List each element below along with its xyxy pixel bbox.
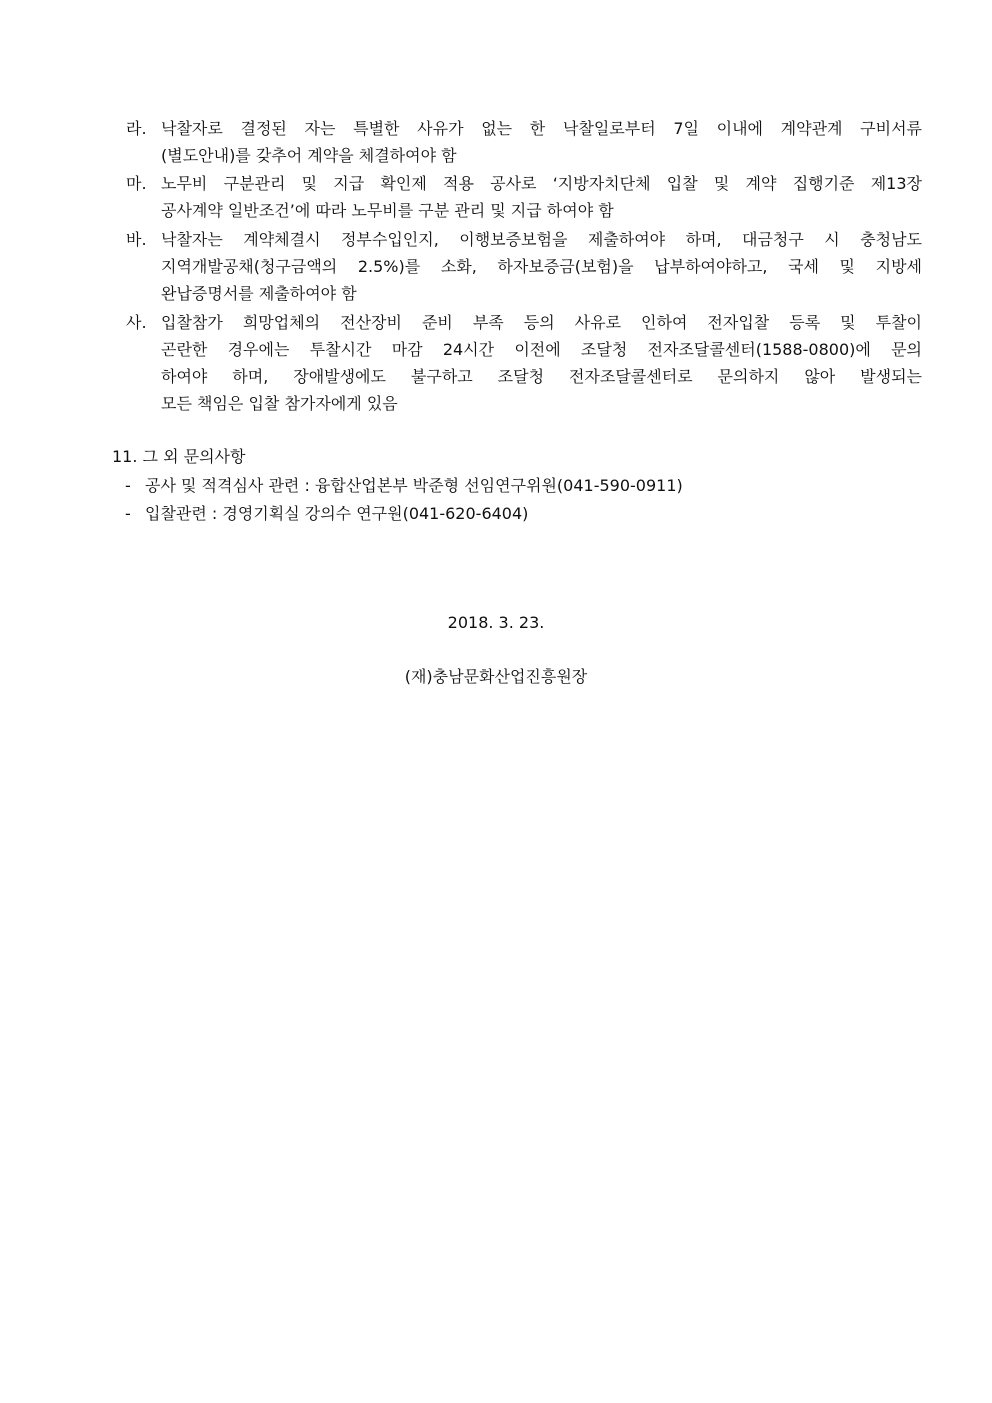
clause-line: 하여야 하며, 장애발생에도 불구하고 조달청 전자조달콜센터로 문의하지 않아 발생되는: [161, 367, 922, 386]
clause-line: 낙찰자는 계약체결시 정부수입인지, 이행보증보험을 제출하여야 하며, 대금청구 시 충청남도: [161, 230, 922, 249]
issuer-name: (재)충남문화산업진흥원장: [404, 667, 588, 686]
clause-line: 노무비 구분관리 및 지급 확인제 적용 공사로 ‘지방자치단체 입찰 및 계약 집행기준 제13장: [161, 174, 922, 193]
clause-line: 곤란한 경우에는 투찰시간 마감 24시간 이전에 조달청 전자조달콜센터(1588-0800)에 문의: [161, 340, 922, 359]
bullet-dash: -: [125, 504, 131, 523]
clause-line: (별도안내)를 갖추어 계약을 체결하여야 함: [161, 146, 457, 165]
clause-line: 공사계약 일반조건’에 따라 노무비를 구분 관리 및 지급 하여야 함: [161, 201, 614, 220]
clause-line: 완납증명서를 제출하여야 함: [161, 284, 357, 303]
clause-line: 모든 책임은 입찰 참가자에게 있음: [161, 394, 398, 413]
contact-item: [125, 474, 683, 498]
clause-line: 낙찰자로 결정된 자는 특별한 사유가 없는 한 낙찰일로부터 7일 이내에 계약관계 구비서류: [161, 119, 922, 138]
clause-ra: [126, 115, 922, 169]
contact-item: [125, 502, 528, 526]
clause-line: 입찰참가 희망업체의 전산장비 준비 부족 등의 사유로 인하여 전자입찰 등록 및 투찰이: [161, 313, 922, 332]
clause-ba: [126, 226, 922, 307]
clause-marker: 사.: [126, 313, 147, 332]
clause-line: 지역개발공채(청구금액의 2.5%)를 소화, 하자보증금(보험)을 납부하여야하고, 국세 및 지방세: [161, 257, 922, 276]
bullet-dash: -: [125, 476, 131, 495]
clause-marker: 마.: [126, 174, 147, 193]
clause-sa: [126, 309, 922, 417]
contact-text: 입찰관련 : 경영기획실 강의수 연구원(041-620-6404): [145, 504, 529, 523]
document-date: 2018. 3. 23.: [447, 613, 545, 632]
contact-text: 공사 및 적격심사 관련 : 융합산업본부 박준형 선임연구위원(041-590-0911): [145, 476, 683, 495]
clause-ma: [126, 170, 922, 224]
clause-marker: 바.: [126, 230, 147, 249]
section-heading: 11. 그 외 문의사항: [112, 447, 246, 466]
clause-marker: 라.: [126, 119, 147, 138]
